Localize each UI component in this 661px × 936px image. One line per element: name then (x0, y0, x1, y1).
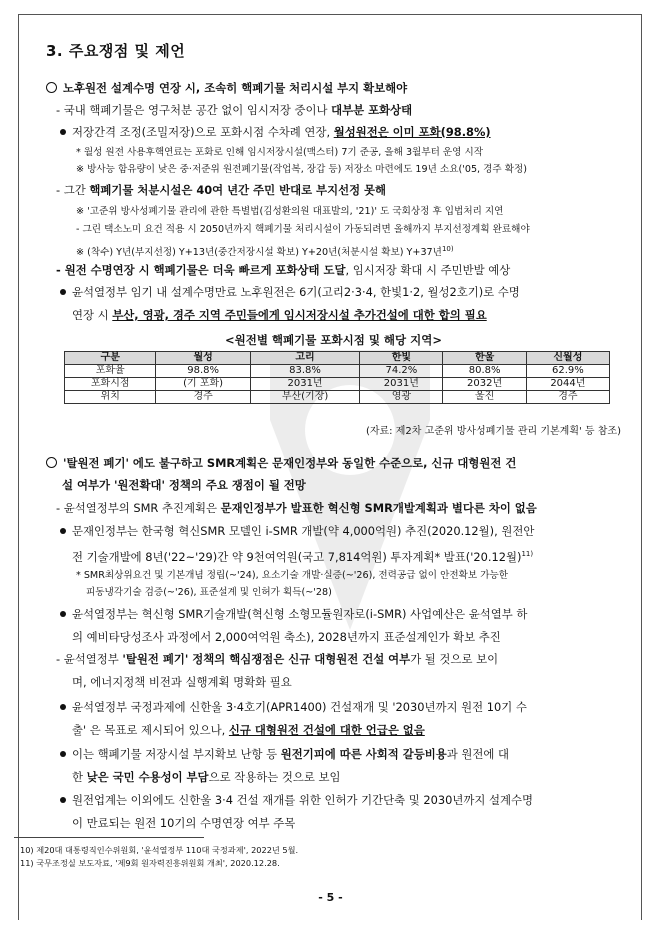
table-cell: 2031년 (360, 378, 443, 391)
table-cell: 포화시점 (65, 378, 156, 391)
topic2-line-8: 윤석열정부 국정과제에 신한울 3·4호기(APR1400) 건설재개 및 '2030년까지 원전 10기 수 (60, 700, 527, 714)
filled-dot-bullet-icon (60, 797, 66, 803)
filled-dot-bullet-icon (60, 289, 66, 295)
topic2-line-11: 한 낮은 국민 수용성이 부담으로 작용하는 것으로 보임 (72, 770, 341, 784)
table-cell: 98.8% (156, 365, 250, 378)
topic2-heading-line2: 설 여부가 '원전확대' 정책의 주요 쟁점이 될 전망 (62, 478, 306, 492)
table-header-cell: 한빛 (360, 352, 443, 365)
table-cell: 2032년 (443, 378, 526, 391)
topic2-note-2: 피동냉각기술 검증(~'26), 표준설계 및 인허가 획득(~'28) (86, 587, 332, 598)
table-cell: (기 포화) (156, 378, 250, 391)
table-header-cell: 고리 (250, 352, 359, 365)
topic1-line-6: 연장 시 부산, 영광, 경주 지역 주민들에게 임시저장시설 추가건설에 대한 합의 필요 (72, 308, 487, 322)
table-header-cell: 월성 (156, 352, 250, 365)
table-cell: 2044년 (526, 378, 609, 391)
topic1-line-4: - 원전 수명연장 시 핵폐기물은 더욱 빠르게 포화상태 도달, 임시저장 확대 시 주민반발 예상 (56, 263, 511, 277)
filled-dot-bullet-icon (60, 704, 66, 710)
table-cell: 83.8% (250, 365, 359, 378)
table-row (65, 378, 610, 391)
topic2-line-2: 문재인정부는 한국형 혁신SMR 모델인 i-SMR 개발(약 4,000억원) 추진(2020.12월), 원전안 (60, 524, 534, 538)
footnote-10: 10) 제20대 대통령직인수위원회, '윤석열정부 110대 국정과제', 2022년 5월. (20, 845, 299, 855)
topic2-line-4: 윤석열정부는 혁신형 SMR기술개발(혁신형 소형모듈원자로(i-SMR) 사업예산은 윤석열부 하 (60, 607, 527, 621)
table-cell: 2031년 (250, 378, 359, 391)
footnote-11: 11) 국무조정실 보도자료, '제9회 원자력진흥위원회 개최', 2020.12.28. (20, 858, 280, 868)
page-border-top (18, 14, 642, 15)
table-header-cell: 한울 (443, 352, 526, 365)
filled-dot-bullet-icon (60, 528, 66, 534)
table-cell: 부산(기장) (250, 391, 359, 404)
table-cell: 62.9% (526, 365, 609, 378)
table-row (65, 365, 610, 378)
topic1-line-5: 윤석열정부 임기 내 설계수명만료 노후원전은 6기(고리2·3·4, 한빛1·2, 월성2호기)로 수명 (60, 285, 520, 299)
topic2-line-5: 의 예비타당성조사 과정에서 2,000여억원 축소), 2028년까지 표준설계인가 확보 추진 (72, 630, 501, 644)
topic1-line-3: - 그간 핵폐기물 처분시설은 40여 년간 주민 반대로 부지선정 못해 (56, 183, 387, 197)
table-cell: 경주 (526, 391, 609, 404)
topic2-line-3: 전 기술개발에 8년('22~'29)간 약 9천여억원(국고 7,814억원) 투자계획* 발표('20.12월)$^{11)}$ (72, 549, 534, 564)
page-border-left (18, 14, 19, 920)
filled-dot-bullet-icon (60, 129, 66, 135)
table-cell: 포화율 (65, 365, 156, 378)
topic2-line-1: - 윤석열정부의 SMR 추진계획은 문재인정부가 발표한 혁신형 SMR개발계획과 별다른 차이 없음 (56, 501, 537, 515)
table-row (65, 391, 610, 404)
topic2-line-12: 원전업계는 이외에도 신한울 3·4 건설 재개를 위한 인허가 기간단축 및 2030년까지 설계수명 (60, 793, 533, 807)
section-title: 3. 주요쟁점 및 제언 (46, 42, 186, 60)
table-title: <원전별 핵폐기물 포화시점 및 해당 지역> (224, 333, 443, 347)
table-cell: 74.2% (360, 365, 443, 378)
table-cell: 영광 (360, 391, 443, 404)
table-cell: 경주 (156, 391, 250, 404)
topic2-line-9: 출' 은 목표로 제시되어 있으나, 신규 대형원전 건설에 대한 언급은 없음 (72, 723, 425, 737)
table-cell: 울진 (443, 391, 526, 404)
table-header-cell: 구분 (65, 352, 156, 365)
hollow-circle-bullet-icon (46, 457, 57, 468)
topic1-line-2: 저장간격 조정(조밀저장)으로 포화시점 수차례 연장, 월성원전은 이미 포화(98.8%) (60, 125, 491, 139)
filled-dot-bullet-icon (60, 611, 66, 617)
topic1-heading: 노후원전 설계수명 연장 시, 조속히 핵폐기물 처리시설 부지 확보해야 (46, 81, 407, 95)
page-number: - 5 - (318, 891, 343, 904)
topic2-heading-line1: '탈원전 폐기' 에도 불구하고 SMR계획은 문재인정부와 동일한 수준으로, 신규 대형원전 건 (46, 456, 516, 470)
saturation-table (64, 351, 610, 404)
topic1-line-1: - 국내 핵폐기물은 영구처분 공간 없이 임시저장 중이나 대부분 포화상태 (56, 103, 413, 117)
table-cell: 위치 (65, 391, 156, 404)
topic1-note-4: - 그린 택소노미 요건 적용 시 2050년까지 핵폐기물 처리시설이 가동되려면 올해까지 부지선정계획 완료해야 (76, 224, 530, 235)
topic1-note-2: ※ 방사능 함유량이 낮은 중·저준위 원전폐기물(작업복, 장갑 등) 저장소 마련에도 19년 소요('05, 경주 확정) (76, 164, 528, 175)
table-header-cell: 신월성 (526, 352, 609, 365)
topic1-note-5: ※ (착수) Y년(부지선정) Y+13년(중간저장시설 확보) Y+20년(처분시설 확보) Y+37년$^{10)}$ (76, 245, 454, 259)
topic2-line-10: 이는 핵폐기물 저장시설 부지확보 난항 등 원전기피에 따른 사회적 갈등비용과 원전에 대 (60, 747, 509, 761)
table-cell: 80.8% (443, 365, 526, 378)
footnote-divider (14, 837, 204, 838)
topic2-note-1: * SMR최상위요건 및 기본개념 정립(~'24), 요소기술 개발·실증(~'26), 전력공급 없이 안전확보 가능한 (76, 570, 509, 581)
table-source: (자료: 제2차 고준위 방사성폐기물 관리 기본계획' 등 참조) (365, 426, 621, 437)
page-border-right (641, 14, 642, 920)
topic2-line-13: 이 만료되는 원전 10기의 수명연장 여부 주목 (72, 816, 296, 830)
table-header-row (65, 352, 610, 365)
topic1-note-3: ※ '고준위 방사성폐기물 관리에 관한 특별법(김성환의원 대표발의, '21)' 도 국회상정 후 입법처리 지연 (76, 206, 504, 217)
topic1-note-1: * 월성 원전 사용후핵연료는 포화로 인해 임시저장시설(맥스터) 7기 준공, 올해 3월부터 운영 시작 (76, 147, 484, 158)
topic2-line-6: - 윤석열정부 '탈원전 폐기' 정책의 핵심쟁점은 신규 대형원전 건설 여부가 될 것으로 보이 (56, 652, 499, 666)
filled-dot-bullet-icon (60, 751, 66, 757)
topic2-line-7: 며, 에너지정책 비전과 실행계획 명확화 필요 (72, 675, 292, 689)
hollow-circle-bullet-icon (46, 82, 57, 93)
